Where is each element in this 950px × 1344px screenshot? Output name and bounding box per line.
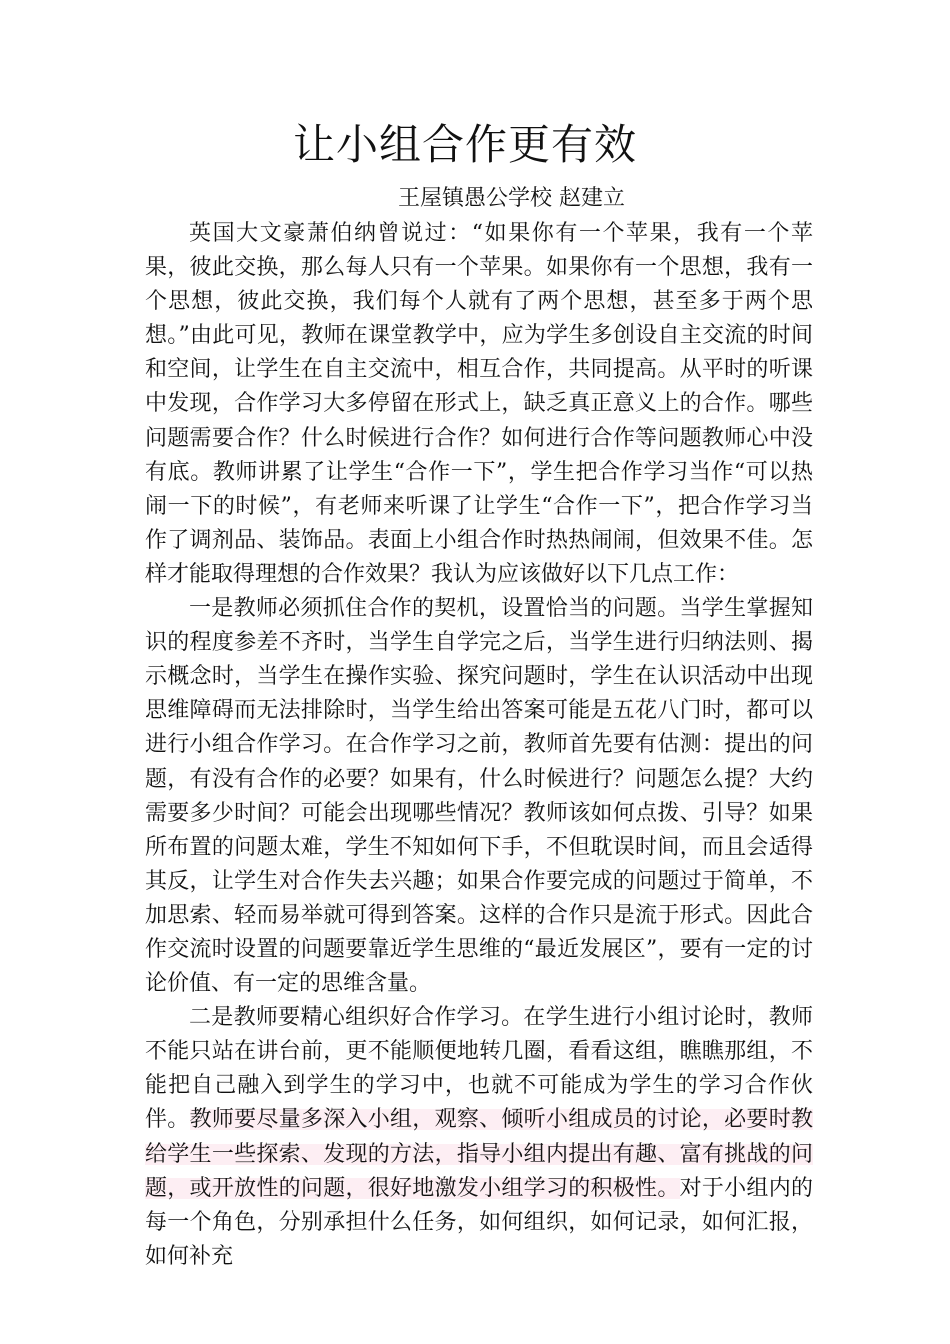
document-body — [145, 217, 813, 1274]
page-title: 让小组合作更有效 — [292, 120, 637, 169]
author-line: 王屋镇愚公学校 赵建立 — [398, 186, 625, 211]
paragraph-point-two-end: 对于小组内的每一个角色，分别承担什么任务，如何组织，如何记录，如何汇报，如何补充 — [145, 1175, 813, 1269]
paragraph-intro: 英国大文豪萧伯纳曾说过：“如果你有一个苹果，我有一个苹果，彼此交换，那么每人只有一个苹果。如果你有一个思想，我有一个思想，彼此交换，我们每个人就有了两个思想，甚至多于两个思想。”由此可见，教师在课堂教学中，应为学生多创设自主交流的时间和空间，让学生在自主交流中，相互合作，共同提高。从平时的听课中发现，合作学习大多停留在形式上，缺乏真正意义上的合作。哪些问题需要合作？什么时候进行合作？如何进行合作等问题教师心中没有底。教师讲累了让学生“合作一下”，学生把合作学习当作“可以热闹一下的时候”，有老师来听课了让学生“合作一下”，把合作学习当作了调剂品、装饰品。表面上小组合作时热热闹闹，但效果不佳。怎样才能取得理想的合作效果？我认为应该做好以下几点工作： — [145, 221, 813, 587]
highlighted-text: 教师要尽量多深入小组，观察、倾听小组成员的讨论，必要时教给学生一些探索、发现的方法，指导小组内提出有趣、富有挑战的问题，或开放性的问题，很好地激发小组学习的积极性。 — [145, 1107, 813, 1201]
paragraph-point-two-start: 二是教师要精心组织好合作学习。在学生进行小组讨论时，教师不能只站在讲台前，更不能顺便地转几圈，看看这组，瞧瞧那组，不能把自己融入到学生的学习中，也就不可能成为学生的学习合作伙伴。 — [145, 1005, 813, 1133]
paragraph-point-one: 一是教师必须抓住合作的契机，设置恰当的问题。当学生掌握知识的程度参差不齐时，当学生自学完之后，当学生进行归纳法则、揭示概念时，当学生在操作实验、探究问题时，学生在认识活动中出现思维障碍而无法排除时，当学生给出答案可能是五花八门时，都可以进行小组合作学习。在合作学习之前，教师首先要有估测：提出的问题，有没有合作的必要？如果有，什么时候进行？问题怎么提？大约需要多少时间？可能会出现哪些情况？教师该如何点拨、引导？如果所布置的问题太难，学生不知如何下手，不但耽误时间，而且会适得其反，让学生对合作失去兴趣；如果合作要完成的问题过于简单，不加思索、轻而易举就可得到答案。这样的合作只是流于形式。因此合作交流时设置的问题要靠近学生思维的“最近发展区”，要有一定的讨论价值、有一定的思维含量。 — [145, 596, 813, 997]
paragraph-point-two — [145, 1001, 813, 1274]
